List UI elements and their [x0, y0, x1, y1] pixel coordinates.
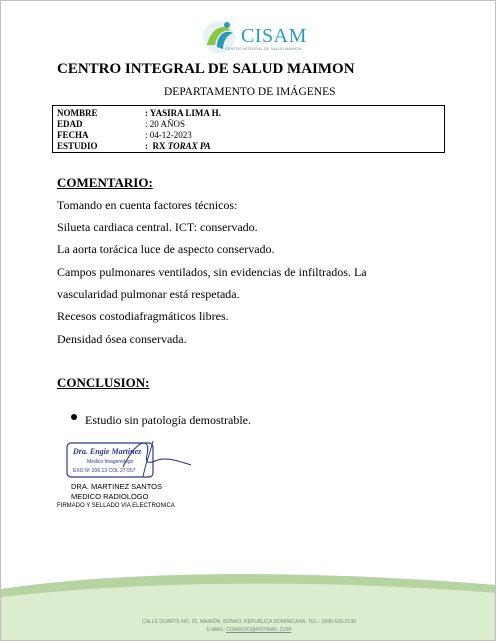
patient-info-box: [52, 105, 445, 153]
comment-line: La aorta torácica luce de aspecto conservado.: [57, 242, 275, 256]
signer-title: MEDICO RADIOLOGO: [71, 492, 149, 501]
info-label: FECHA: [57, 130, 89, 140]
info-value: : RX: [145, 141, 168, 151]
footer-email-link[interactable]: CISAM.DO@HOTMAIL.COM: [226, 627, 292, 633]
comment-line: vascularidad pulmonar está respetada.: [57, 287, 240, 301]
info-value: : 20 AÑOS: [145, 119, 186, 129]
info-label: NOMBRE: [57, 108, 98, 118]
info-row-name: [57, 108, 221, 119]
logo-wordmark: CISAM: [241, 25, 307, 47]
comment-heading: COMENTARIO:: [57, 175, 153, 190]
footer-contact: [1, 627, 496, 633]
info-label: ESTUDIO: [57, 141, 98, 151]
department-title: DEPARTAMENTO DE IMÁGENES: [164, 86, 336, 98]
organization-title: CENTRO INTEGRAL DE SALUD MAIMON: [57, 61, 355, 77]
stamp-name: Dra. Engie Martinez: [73, 447, 142, 456]
comment-line: Silueta cardiaca central. ICT: conservado.: [57, 220, 258, 234]
stamp-role: Medico Imagenologo: [87, 459, 134, 465]
comment-line: Campos pulmonares ventilados, sin evidencias de infiltrados. La: [57, 265, 367, 279]
logo-emblem-icon: [197, 15, 241, 59]
info-label: EDAD: [57, 119, 83, 129]
stamp-registration: EXO Nº 206 13 COL 27-557: [73, 468, 136, 474]
comment-line: Recesos costodiafragmáticos libres.: [57, 309, 229, 323]
footer-email-label: E-MAIL:: [206, 627, 227, 633]
footer-address: CALLE DUARTE NO. 15, MAIMÓN, BONAO, REPUBLICA DOMINICANA, TEL.: (809)-525-2198: [142, 619, 356, 625]
cisam-logo: [197, 15, 307, 59]
info-row-study: [57, 141, 211, 152]
info-row-age: [57, 119, 185, 130]
signer-name: DRA. MARTINEZ SANTOS: [71, 482, 162, 491]
info-row-date: [57, 130, 192, 141]
logo-tagline: CENTRO INTEGRAL DE SALUD MAIMON: [225, 46, 302, 51]
conclusion-heading: CONCLUSION:: [57, 375, 150, 390]
info-value: : YASIRA LIMA H.: [145, 108, 221, 118]
signature-stamp: [63, 437, 198, 481]
info-value: : 04-12-2023: [145, 130, 192, 140]
bullet-icon: [71, 414, 77, 420]
comment-line: Densidad ósea conservada.: [57, 332, 187, 346]
signature-note: FIRMADO Y SELLADO VIA ELECTRONICA: [57, 503, 175, 509]
info-value-emphasis: TORAX PA: [167, 141, 211, 151]
conclusion-item: Estudio sin patología demostrable.: [85, 413, 251, 427]
comment-line: Tomando en cuenta factores técnicos:: [57, 198, 238, 212]
